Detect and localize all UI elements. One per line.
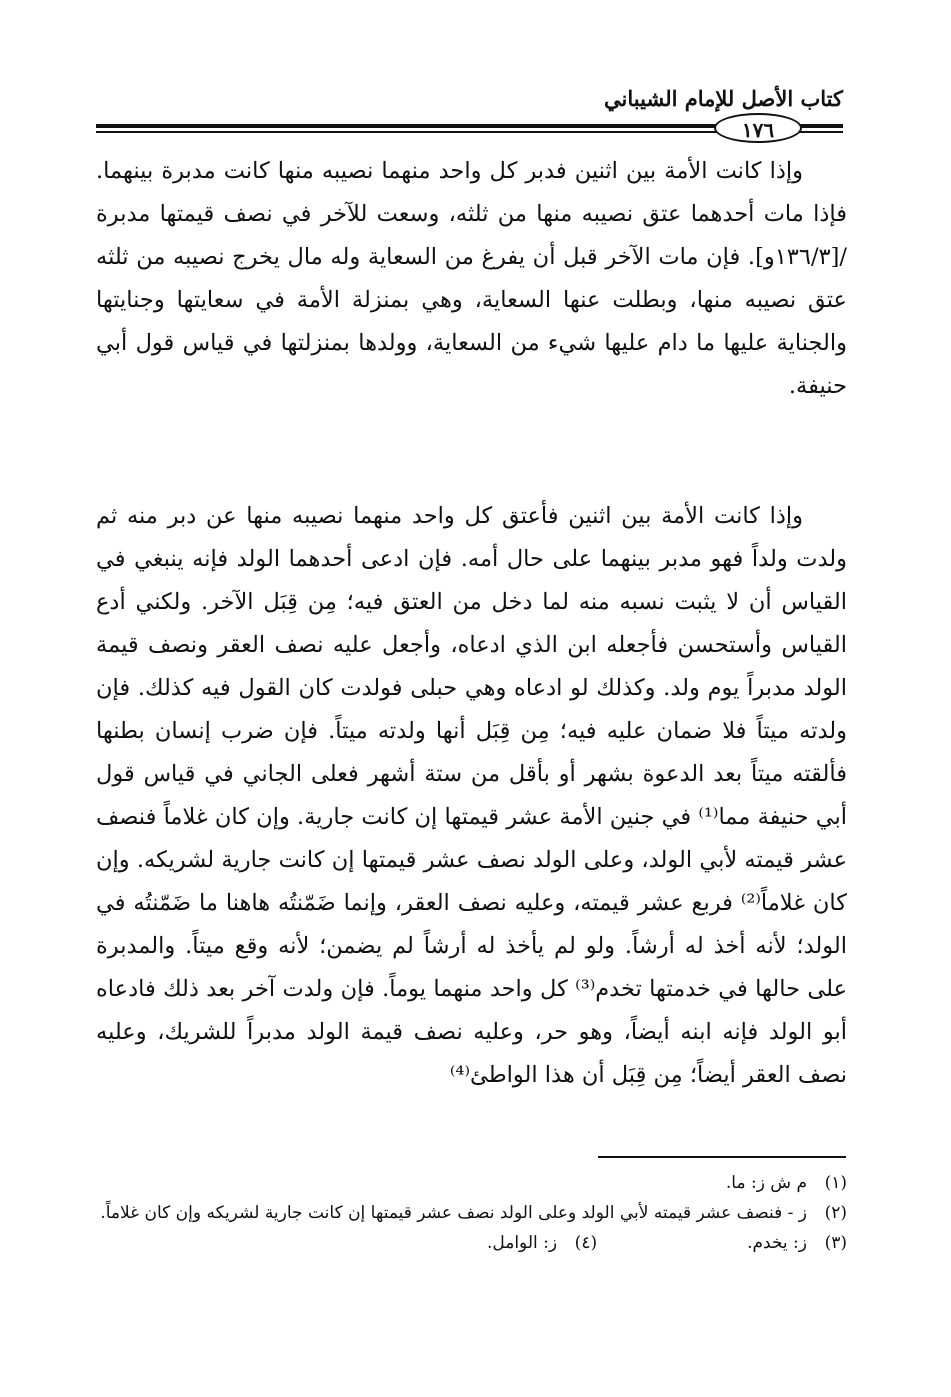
footnote-number: (٣): [824, 1233, 847, 1253]
paragraph-2-text: وإذا كانت الأمة بين اثنين فأعتق كل واحد منهما نصيبه منها عن دبر منه ثم ولدت ولداً فهو مدبر بينهما على حال أمه. فإن ادعى أحدهما الولد فإنه ينبغي في القياس أن لا يثبت نسبه منه لما دخل من العتق فيه؛ مِن قِبَل الآخر. ولكني أدع القياس وأستحسن فأجعله ابن الذي ادعاه، وأجعل عليه نصف العقر ونصف قيمة الولد مدبراً يوم ولد. وكذلك لو ادعاه وهي حبلى فولدت كان القول فيه كذلك. فإن ولدته ميتاً فلا ضمان عليه فيه؛ مِن قِبَل أنها ولدته ميتاً. فإن ضرب إنسان بطنها فألقته ميتاً بعد الدعوة بشهر أو بأقل من ستة أشهر فعلى الجاني في قياس قول أبي حنيفة مما⁽¹⁾ في جنين الأمة عشر قيمتها إن كانت جارية. وإن كان غلاماً فنصف عشر قيمته لأبي الولد، وعلى الولد نصف عشر قيمتها إن كانت جارية لشريكه. وإن كان غلاماً⁽²⁾ فربع عشر قيمته، وعليه نصف العقر، وإنما ضَمّنتُه هاهنا ما ضَمّنتُه في الولد؛ لأنه أخذ له أرشاً. ولو لم يأخذ له أرشاً لم يضمن؛ لأنه وقع ميتاً. والمدبرة على حالها في خدمتها تخدم⁽³⁾ كل واحد منهما يوماً. فإن ولدت آخر بعد ذلك فادعاه أبو الولد فإنه ابنه أيضاً، وهو حر، وعليه نصف قيمة الولد مدبراً للشريك، وعليه نصف العقر أيضاً؛ مِن قِبَل أن هذا الواطئ⁽⁴⁾: [96, 503, 848, 1088]
footnote-text: ز: الوامل.: [486, 1233, 558, 1253]
footnotes: [96, 1168, 847, 1258]
footnotes-row: [96, 1228, 847, 1258]
footnote-number: (١): [824, 1173, 847, 1193]
footnote-3: [747, 1228, 847, 1258]
footnote-number: (٢): [824, 1203, 847, 1223]
paragraph-1: [96, 150, 847, 408]
footnote-text: م ش ز: ما.: [725, 1173, 807, 1193]
footnote-text: ز: يخدم.: [747, 1233, 807, 1253]
footnote-separator: [598, 1156, 846, 1158]
footnote-2: [96, 1198, 847, 1228]
footnote-number: (٤): [574, 1233, 598, 1253]
paragraph-2: [96, 495, 847, 1097]
running-title: كتاب الأصل للإمام الشيباني: [604, 86, 843, 111]
footnote-4: [487, 1228, 597, 1258]
footnote-text: ز - فنصف عشر قيمته لأبي الولد وعلى الولد نصف عشر قيمتها إن كانت جارية لشريكه وإن كان غلاماً.: [100, 1203, 807, 1223]
page-number-badge: ١٧٦: [714, 113, 802, 143]
footnote-1: [96, 1168, 847, 1198]
paragraph-1-text: وإذا كانت الأمة بين اثنين فدبر كل واحد منهما نصيبه منها كانت مدبرة بينهما. فإذا مات أحدهما عتق نصيبه منها من ثلثه، وسعت للآخر في نصف قيمتها مدبرة /[١٣٦/٣و]. فإن مات الآخر قبل أن يفرغ من السعاية وله مال يخرج نصيبه من ثلثه عتق نصيبه منها، وبطلت عنها السعاية، وهي بمنزلة الأمة في سعايتها وجنايتها والجناية عليها ما دام عليها شيء من السعاية، وولدها بمنزلتها في قياس قول أبي حنيفة.: [96, 158, 847, 399]
